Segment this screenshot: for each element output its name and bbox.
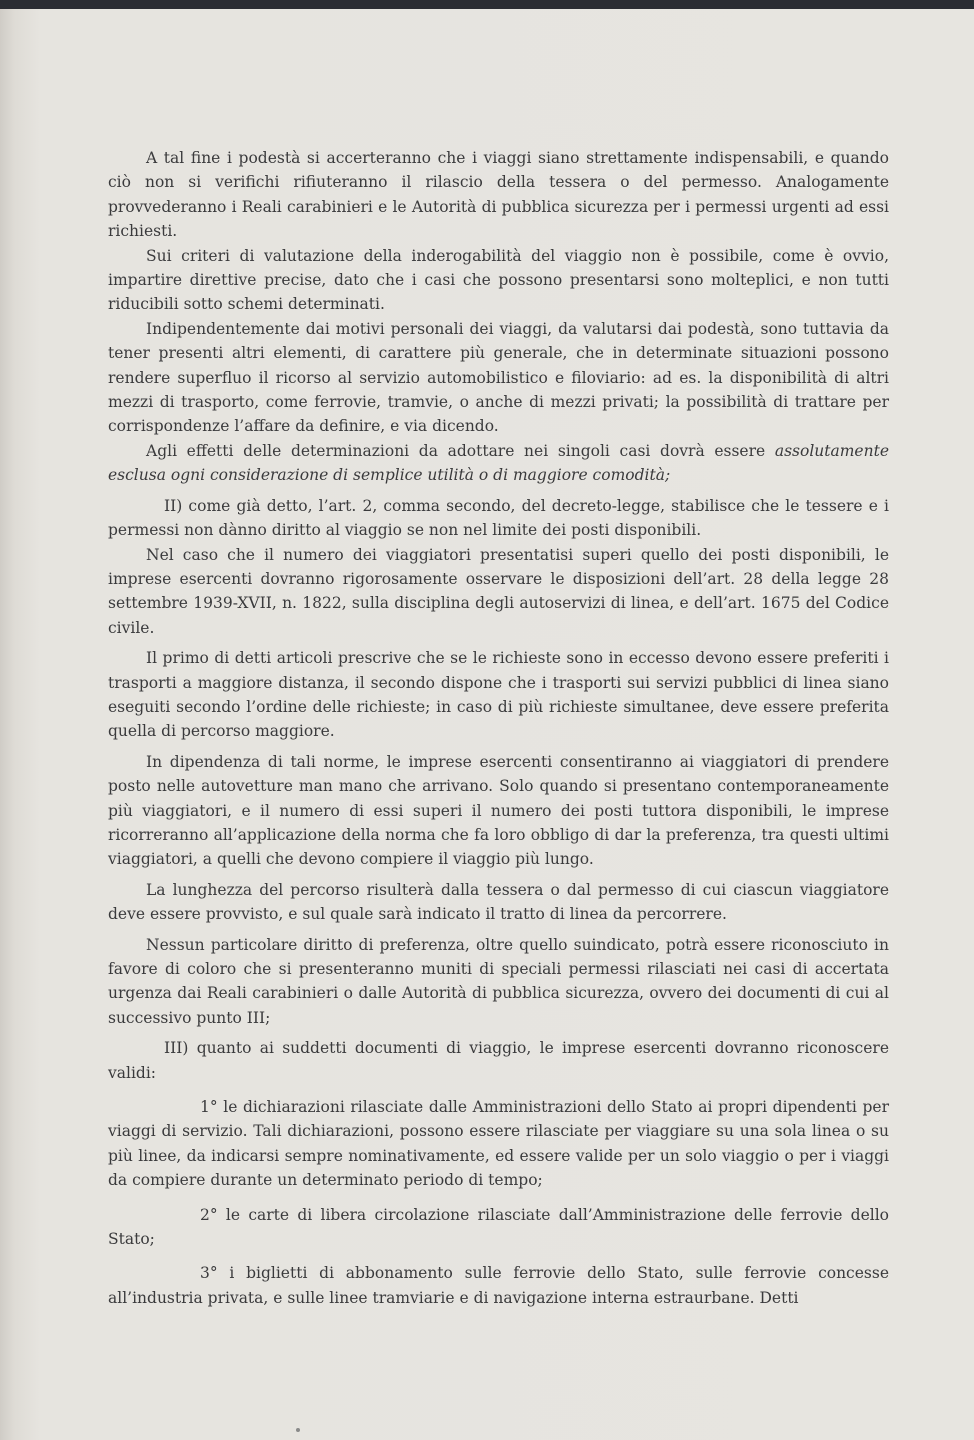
top-dark-band	[0, 0, 974, 9]
list-item-3: 3° i biglietti di abbonamento sulle ferrovie dello Stato, sulle ferrovie concesse all’industria privata, e sulle linee tramviarie e di navigazione interna estraurbane. Detti	[108, 1264, 889, 1307]
paragraph-2: Sui criteri di valutazione della inderogabilità del viaggio non è possibile, come è ovvio, impartire direttive precise, dato che i casi che possono presentarsi sono molteplici, e non tutti riducibili sotto schemi determinati.	[108, 246, 889, 314]
paragraph-4	[108, 439, 889, 488]
paragraph-3: Indipendentemente dai motivi personali dei viaggi, da valutarsi dai podestà, sono tuttavia da tener presenti altri elementi, di carattere più generale, che in determinate situazioni possono rendere superfluo il ricorso al servizio automobilistico e filoviario: ad es. la disponibilità di altri mezzi di trasporto, come ferrovie, tramvie, o anche di mezzi privati; la possibilità di trattare per corrispondenze l’affare da definire, e via dicendo.	[108, 319, 889, 436]
document-body	[108, 146, 889, 1310]
list-item-2: 2° le carte di libera circolazione rilasciate dall’Amministrazione delle ferrovie dello Stato;	[108, 1205, 889, 1249]
paragraph-6: Nel caso che il numero dei viaggiatori presentatisi superi quello dei posti disponibili, le imprese esercenti dovranno rigorosamente osservare le disposizioni dell’art. 28 della legge 28 settembre 1939-XVII, n. 1822, sulla disciplina degli autoservizi di linea, e dell’art. 1675 del Codice civile.	[108, 545, 889, 637]
paragraph-1: A tal fine i podestà si accerteranno che i viaggi siano strettamente indispensabili, e quando ciò non si verifichi rifiuteranno il rilascio della tessera o del permesso. Analogamente provvederanno i Reali carabinieri e le Autorità di pubblica sicurezza per i permessi urgenti ad essi richiesti.	[108, 149, 889, 241]
paragraph-4-text: Agli effetti delle determinazioni da adottare nei singoli casi dovrà essere	[146, 441, 775, 460]
paragraph-4-emphasis: assolutamente esclusa ogni considerazione di semplice utilità o di maggiore comodità;	[108, 441, 889, 485]
paragraph-7: Il primo di detti articoli prescrive che se le richieste sono in eccesso devono essere preferiti i trasporti a maggiore distanza, il secondo dispone che i trasporti sui servizi pubblici di linea siano eseguiti secondo l’ordine delle richieste; in caso di più richieste simultanee, deve essere preferita quella di percorso maggiore.	[108, 649, 889, 741]
point-iii: III) quanto ai suddetti documenti di viaggio, le imprese esercenti dovranno riconoscere validi:	[108, 1039, 889, 1082]
paragraph-8: In dipendenza di tali norme, le imprese esercenti consentiranno ai viaggiatori di prendere posto nelle autovetture man mano che arrivano. Solo quando si presentano contemporaneamente più viaggiatori, e il numero di essi superi il numero dei posti tuttora disponibili, le imprese ricorreranno all’applicazione della norma che fa loro obbligo di dar la preferenza, tra questi ultimi viaggiatori, a quelli che devono compiere il viaggio più lungo.	[108, 752, 889, 869]
point-ii: II) come già detto, l’art. 2, comma secondo, del decreto-legge, stabilisce che le tessere e i permessi non dànno diritto al viaggio se non nel limite dei posti disponibili.	[108, 496, 889, 540]
paragraph-9: La lunghezza del percorso risulterà dalla tessera o dal permesso di cui ciascun viaggiatore deve essere provvisto, e sul quale sarà indicato il tratto di linea da percorrere.	[108, 880, 889, 924]
paragraph-10: Nessun particolare diritto di preferenza, oltre quello suindicato, potrà essere riconosciuto in favore di coloro che si presenteranno muniti di speciali permessi rilasciati nei casi di accertata urgenza dai Reali carabinieri o dalle Autorità di pubblica sicurezza, ovvero dei documenti di cui al successivo punto III;	[108, 935, 889, 1027]
list-item-1: 1° le dichiarazioni rilasciate dalle Amministrazioni dello Stato ai propri dipendenti per viaggi di servizio. Tali dichiarazioni, possono essere rilasciate per viaggiare su una sola linea o su più linee, da indicarsi sempre nominativamente, ed essere valide per un solo viaggio o per i viaggi da compiere durante un determinato periodo di tempo;	[108, 1098, 889, 1190]
paper-speck	[296, 1428, 300, 1432]
